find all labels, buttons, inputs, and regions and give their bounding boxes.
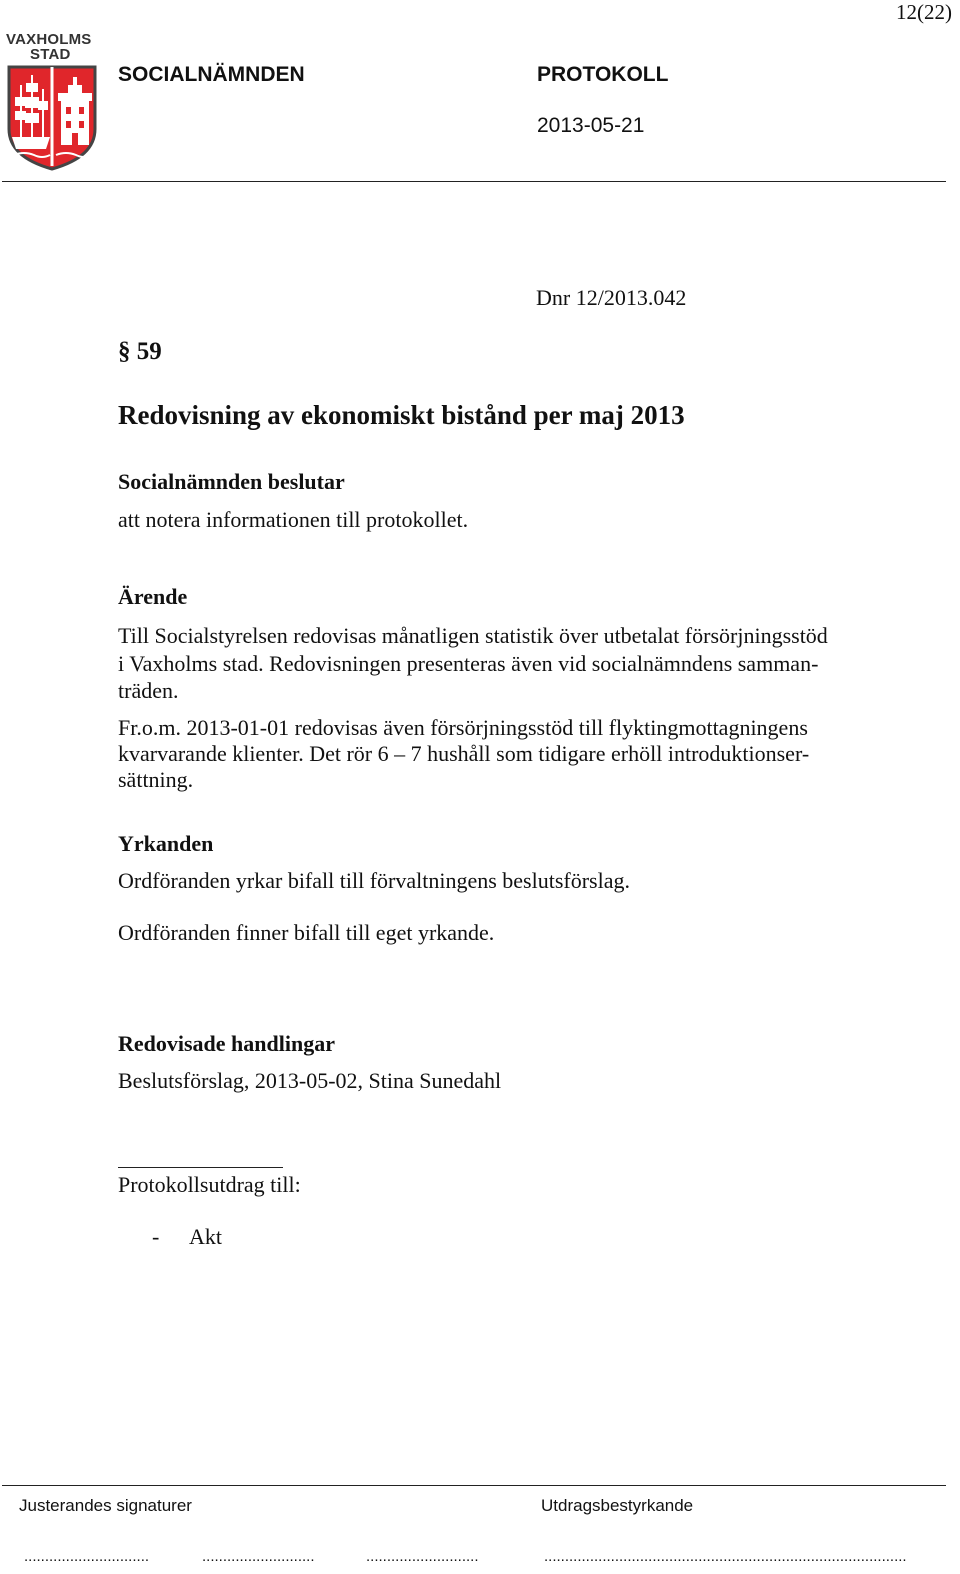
- decision-heading: Socialnämnden beslutar: [118, 469, 345, 494]
- header-divider: [2, 181, 946, 182]
- signature-line: ...........................: [202, 1548, 315, 1565]
- document-date: 2013-05-21: [537, 114, 645, 137]
- distribution-label: Protokollsutdrag till:: [118, 1172, 301, 1197]
- signature-line: ...........................: [366, 1548, 479, 1565]
- arende-text-line: sättning.: [118, 767, 194, 792]
- logo-text-line2: STAD: [30, 46, 71, 63]
- yrkanden-text: Ordföranden yrkar bifall till förvaltningens beslutsförslag.: [118, 868, 630, 893]
- footer-divider: [2, 1485, 946, 1486]
- yrkanden-heading: Yrkanden: [118, 831, 214, 856]
- distribution-divider: [118, 1167, 283, 1168]
- arende-text-line: kvarvarande klienter. Det rör 6 – 7 hushåll som tidigare erhöll introduktionser-: [118, 741, 810, 766]
- vaxholm-coat-of-arms-icon: [6, 63, 98, 171]
- organization-name: SOCIALNÄMNDEN: [118, 63, 305, 86]
- documents-heading: Redovisade handlingar: [118, 1031, 335, 1056]
- signature-line: ..............................: [24, 1548, 150, 1565]
- document-type: PROTOKOLL: [537, 63, 669, 86]
- arende-text-line: Till Socialstyrelsen redovisas månatligen statistik över utbetalat försörjningsstöd: [118, 623, 828, 648]
- arende-heading: Ärende: [118, 584, 188, 609]
- arende-text-line: träden.: [118, 678, 179, 703]
- page-number: 12(22): [896, 0, 952, 24]
- logo-text-line1: VAXHOLMS: [6, 31, 92, 48]
- paragraph-number: § 59: [118, 338, 162, 365]
- signatures-label: Justerandes signaturer: [19, 1496, 192, 1515]
- municipality-logo: [4, 30, 100, 172]
- diary-number: Dnr 12/2013.042: [536, 285, 687, 310]
- documents-text: Beslutsförslag, 2013-05-02, Stina Sunedahl: [118, 1068, 502, 1093]
- extract-certification-label: Utdragsbestyrkande: [541, 1496, 694, 1515]
- yrkanden-outcome-text: Ordföranden finner bifall till eget yrkande.: [118, 920, 495, 945]
- distribution-item: Akt: [189, 1224, 222, 1249]
- arende-text-line: Fr.o.m. 2013-01-01 redovisas även försörjningsstöd till flyktingmottagningens: [118, 715, 808, 740]
- item-title: Redovisning av ekonomiskt bistånd per maj 2013: [118, 400, 685, 430]
- decision-text: att notera informationen till protokollet.: [118, 507, 469, 532]
- arende-text-line: i Vaxholms stad. Redovisningen presenteras även vid socialnämndens samman-: [118, 651, 819, 676]
- extract-signature-line: .......................................................................................: [544, 1548, 907, 1565]
- list-bullet: -: [152, 1224, 160, 1249]
